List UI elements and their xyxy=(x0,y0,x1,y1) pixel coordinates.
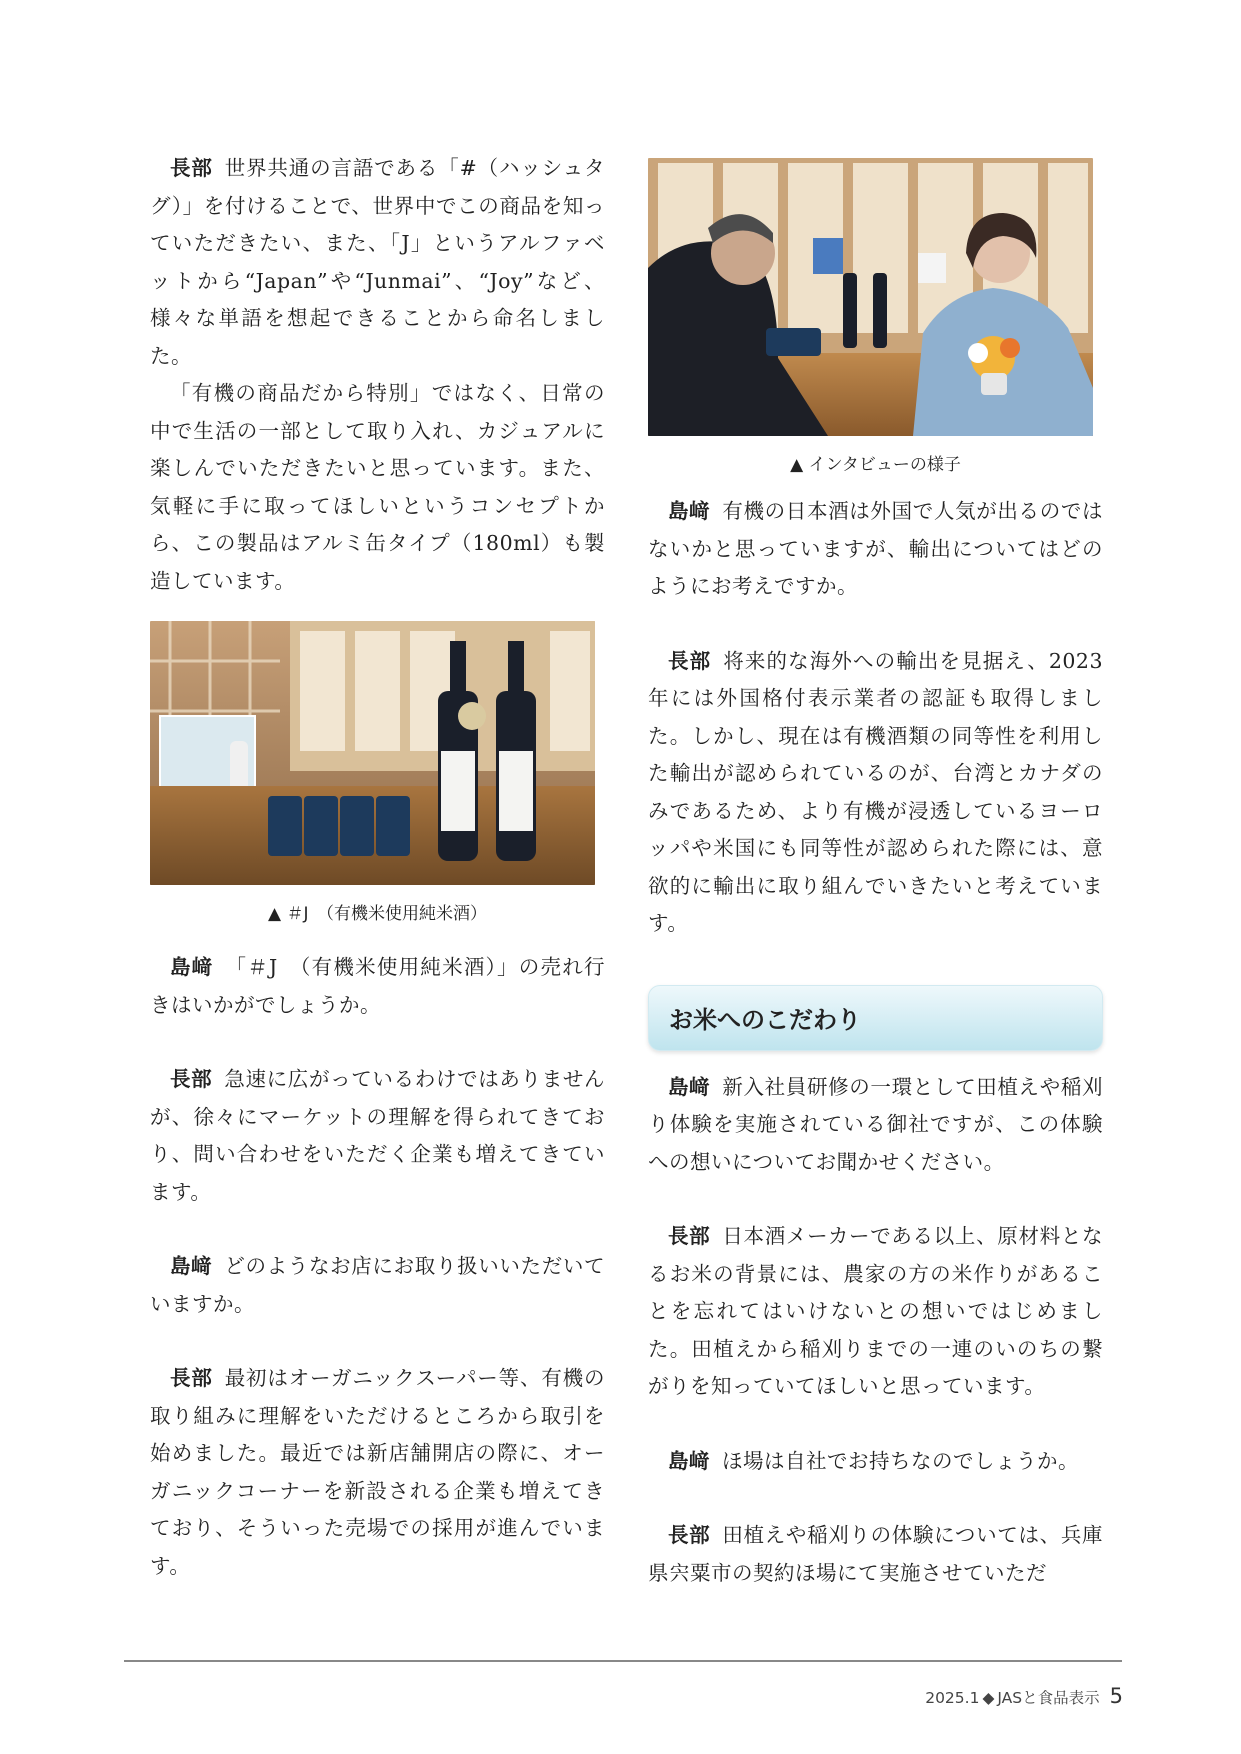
page-footer xyxy=(925,1684,1123,1708)
paragraph xyxy=(648,1218,1103,1406)
page-number: 5 xyxy=(1109,1684,1123,1708)
right-column xyxy=(648,158,1103,1592)
speaker-name: 長部 xyxy=(668,648,712,673)
interview-photo-image xyxy=(648,158,1093,436)
footer-issue: 2025.1 ◆ JASと食品表示 xyxy=(925,1689,1100,1707)
paragraph-text: 将来的な海外への輸出を見据え、2023年には外国格付表示業者の認証も取得しました。しかし、現在は有機酒類の同等性を利用した輸出が認められているのが、台湾とカナダのみであるため、より有機が浸透しているヨーロッパや米国にも同等性が認められた際には、意欲的に輸出に取り組んでいきたいと考えています。 xyxy=(648,648,1103,935)
paragraph-text: 世界共通の言語である「#（ハッシュタグ）」を付けることで、世界中でこの商品を知っていただきたい、また、「J」というアルファベットから“Japan”や“Junmai”、“Joy”など、様々な単語を想起できることから命名しました。 xyxy=(150,156,605,368)
diamond-icon: ◆ xyxy=(982,1689,995,1707)
paragraph-text: 有機の日本酒は外国で人気が出るのではないかと思っていますが、輸出についてはどのようにお考えですか。 xyxy=(648,499,1104,598)
speaker-name: 島﨑 xyxy=(170,955,214,979)
product-photo-image xyxy=(150,621,595,885)
speaker-name: 島﨑 xyxy=(668,1448,710,1473)
speaker-name: 島﨑 xyxy=(668,1074,711,1099)
speaker-name: 島﨑 xyxy=(668,499,711,523)
paragraph xyxy=(150,375,605,600)
paragraph-text: 日本酒メーカーである以上、原材料となるお米の背景には、農家の方の米作りがあることを忘れてはいけないとの想いではじめました。田植えから稲刈りまでの一連のいのちの繋がりを知っていてほしいと思っています。 xyxy=(648,1224,1103,1398)
paragraph-text: 新入社員研修の一環として田植えや稲刈り体験を実施されている御社ですが、この体験への想いについてお聞かせください。 xyxy=(648,1074,1104,1174)
paragraph xyxy=(150,1248,605,1323)
paragraph-text: どのようなお店にお取り扱いいただいていますか。 xyxy=(150,1254,606,1316)
interview-photo xyxy=(648,158,1093,436)
speaker-name: 島﨑 xyxy=(170,1254,213,1278)
photo-caption: ▲ ＃J （有機米使用純米酒） xyxy=(268,904,487,924)
paragraph xyxy=(150,949,605,1024)
paragraph xyxy=(150,150,605,375)
paragraph xyxy=(648,1517,1103,1592)
speaker-name: 長部 xyxy=(170,156,213,180)
speaker-name: 長部 xyxy=(170,1067,213,1091)
paragraph xyxy=(648,1069,1103,1182)
paragraph xyxy=(150,1360,605,1585)
section-heading: お米へのこだわり xyxy=(648,985,1103,1051)
left-column xyxy=(150,150,605,1585)
photo-caption: ▲ インタビューの様子 xyxy=(790,455,961,475)
paragraph-text: 「＃J （有機米使用純米酒）」の売れ行きはいかがでしょうか。 xyxy=(150,955,606,1017)
product-photo xyxy=(150,621,595,885)
paragraph-text: 田植えや稲刈りの体験については、兵庫県宍粟市の契約ほ場にて実施させていただ xyxy=(648,1523,1103,1585)
paragraph-text: 「有機の商品だから特別」ではなく、日常の中で生活の一部として取り入れ、カジュアルに楽しんでいただきたいと思っています。また、気軽に手に取ってほしいというコンセプトから、この製品はアルミ缶タイプ（180ml）も製造しています。 xyxy=(150,381,605,593)
paragraph xyxy=(150,1061,605,1211)
speaker-name: 長部 xyxy=(668,1523,711,1547)
paragraph-text: 急速に広がっているわけではありませんが、徐々にマーケットの理解を得られてきており、問い合わせをいただく企業も増えてきています。 xyxy=(150,1067,606,1204)
paragraph xyxy=(648,493,1103,606)
paragraph xyxy=(648,643,1103,943)
paragraph-text: 最初はオーガニックスーパー等、有機の取り組みに理解をいただけるところから取引を始めました。最近では新店舗開店の際に、オーガニックコーナーを新設される企業も増えてきており、そういった売場での採用が進んでいます。 xyxy=(150,1366,606,1578)
speaker-name: 長部 xyxy=(668,1224,711,1248)
footer-divider xyxy=(124,1660,1122,1662)
speaker-name: 長部 xyxy=(170,1366,213,1390)
paragraph xyxy=(648,1443,1103,1481)
paragraph-text: ほ場は自社でお持ちなのでしょうか。 xyxy=(722,1448,1079,1473)
